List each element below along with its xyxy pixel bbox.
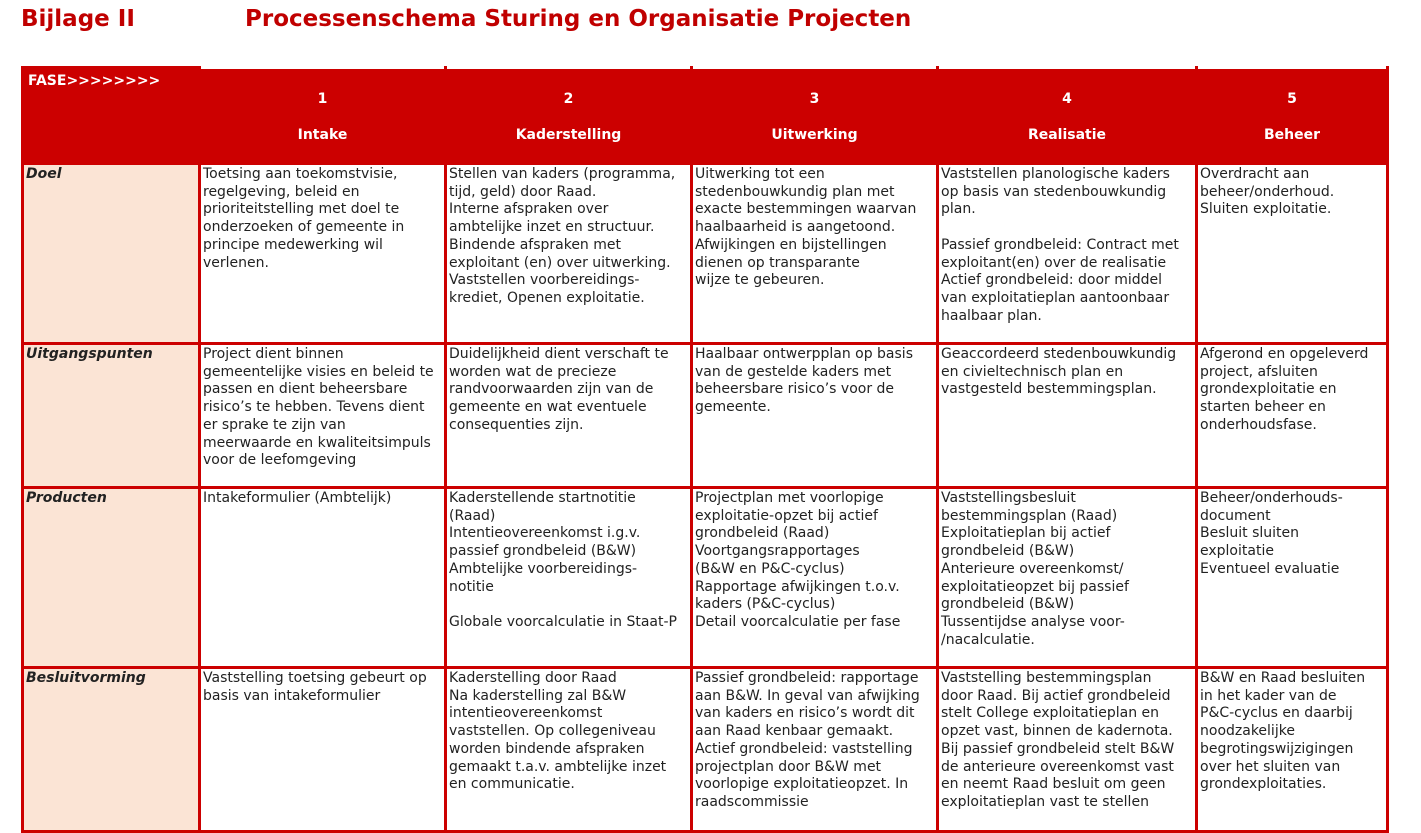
phase-number: 3 [809, 91, 820, 107]
table-cell: Stellen van kaders (programma, tijd, geld) door Raad. Interne afspraken over ambtelijke inzet en structuur. Bindende afspraken met exploitant (en) over uitwerking. Vaststellen voorbereidings- krediet, Openen exploitatie. [446, 164, 692, 344]
table-cell: Vaststelling bestemmingsplan door Raad. Bij actief grondbeleid stelt College exploitatieplan en opzet vast, binnen de kadernota. Bij passief grondbeleid stelt B&W de anterieure overeenkomst vast en neemt Raad besluit om geen exploitatieplan vast te stellen [938, 668, 1197, 832]
row-label: Producten [23, 488, 200, 668]
row-label: Uitgangspunten [23, 344, 200, 488]
row-label: Doel [23, 164, 200, 344]
phase-header-3 [692, 68, 938, 164]
table-cell: Uitwerking tot een stedenbouwkundig plan met exacte bestemmingen waarvan haalbaarheid is aangetoond. Afwijkingen en bijstellingen dienen op transparante wijze te gebeuren. [692, 164, 938, 344]
table-cell: Vaststellen planologische kaders op basis van stedenbouwkundig plan. Passief grondbeleid: Contract met exploitant(en) over de realisatie Actief grondbeleid: door middel van exploitatieplan aantoonbaar haalbaar plan. [938, 164, 1197, 344]
table-cell: Passief grondbeleid: rapportage aan B&W. In geval van afwijking van kaders en risico’s wordt dit aan Raad kenbaar gemaakt. Actief grondbeleid: vaststelling projectplan door B&W met voorlopige exploitatieopzet. In raadscommissie [692, 668, 938, 832]
process-schema-table [21, 66, 1389, 833]
appendix-label: Bijlage II [21, 6, 135, 32]
table-cell: Duidelijkheid dient verschaft te worden wat de precieze randvoorwaarden zijn van de gemeente en wat eventuele consequenties zijn. [446, 344, 692, 488]
table-cell: Vaststelling toetsing gebeurt op basis van intakeformulier [200, 668, 446, 832]
table-cell: Beheer/onderhouds- document Besluit sluiten exploitatie Eventueel evaluatie [1197, 488, 1388, 668]
phase-name: Intake [297, 127, 348, 143]
phase-header-1 [200, 68, 446, 164]
page-title: Processenschema Sturing en Organisatie Projecten [245, 6, 912, 32]
table-cell: Kaderstellende startnotitie (Raad) Intentieovereenkomst i.g.v. passief grondbeleid (B&W) Ambtelijke voorbereidings- notitie Globale voorcalculatie in Staat-P [446, 488, 692, 668]
table-cell: Toetsing aan toekomstvisie, regelgeving, beleid en prioriteitstelling met doel te onderzoeken of gemeente in principe medewerking wil verlenen. [200, 164, 446, 344]
table-cell: Afgerond en opgeleverd project, afsluiten grondexploitatie en starten beheer en onderhoudsfase. [1197, 344, 1388, 488]
table-cell: Intakeformulier (Ambtelijk) [200, 488, 446, 668]
table-cell: Project dient binnen gemeentelijke visies en beleid te passen en dient beheersbare risico’s te hebben. Tevens dient er sprake te zijn van meerwaarde en kwaliteitsimpuls voor de leefomgeving [200, 344, 446, 488]
phase-header-row [23, 68, 1388, 164]
phase-name: Realisatie [1027, 127, 1107, 143]
table-cell: Geaccordeerd stedenbouwkundig en civieltechnisch plan en vastgesteld bestemmingsplan. [938, 344, 1197, 488]
phase-number: 2 [563, 91, 574, 107]
row-label: Besluitvorming [23, 668, 200, 832]
table-cell: Projectplan met voorlopige exploitatie-opzet bij actief grondbeleid (Raad) Voortgangsrapportages (B&W en P&C-cyclus) Rapportage afwijkingen t.o.v. kaders (P&C-cyclus) Detail voorcalculatie per fase [692, 488, 938, 668]
table-cell: B&W en Raad besluiten in het kader van de P&C-cyclus en daarbij noodzakelijke begrotingswijzigingen over het sluiten van grondexploitaties. [1197, 668, 1388, 832]
table-cell: Kaderstelling door Raad Na kaderstelling zal B&W intentieovereenkomst vaststellen. Op collegeniveau worden bindende afspraken gemaakt t.a.v. ambtelijke inzet en communicatie. [446, 668, 692, 832]
header [21, 6, 1401, 40]
phase-number: 4 [1062, 91, 1072, 107]
table-cell: Overdracht aan beheer/onderhoud. Sluiten exploitatie. [1197, 164, 1388, 344]
table-row-besluitvorming [23, 668, 1388, 832]
table-cell: Vaststellingsbesluit bestemmingsplan (Raad) Exploitatieplan bij actief grondbeleid (B&W) Anterieure overeenkomst/ exploitatieopzet bij passief grondbeleid (B&W) Tussentijdse analyse voor- /nacalculatie. [938, 488, 1197, 668]
table-cell: Haalbaar ontwerpplan op basis van de gestelde kaders met beheersbare risico’s voor de gemeente. [692, 344, 938, 488]
table-row-producten [23, 488, 1388, 668]
phase-header-5 [1197, 68, 1388, 164]
phase-name: Beheer [1263, 127, 1321, 143]
phase-header-2 [446, 68, 692, 164]
table-row-uitgangspunten [23, 344, 1388, 488]
phase-name: Uitwerking [771, 127, 858, 143]
phase-corner-label: FASE>>>>>>>> [23, 68, 200, 164]
phase-header-4 [938, 68, 1197, 164]
table-row-doel [23, 164, 1388, 344]
phase-name: Kaderstelling [515, 127, 622, 143]
phase-number: 5 [1287, 91, 1297, 107]
phase-number: 1 [317, 91, 328, 107]
